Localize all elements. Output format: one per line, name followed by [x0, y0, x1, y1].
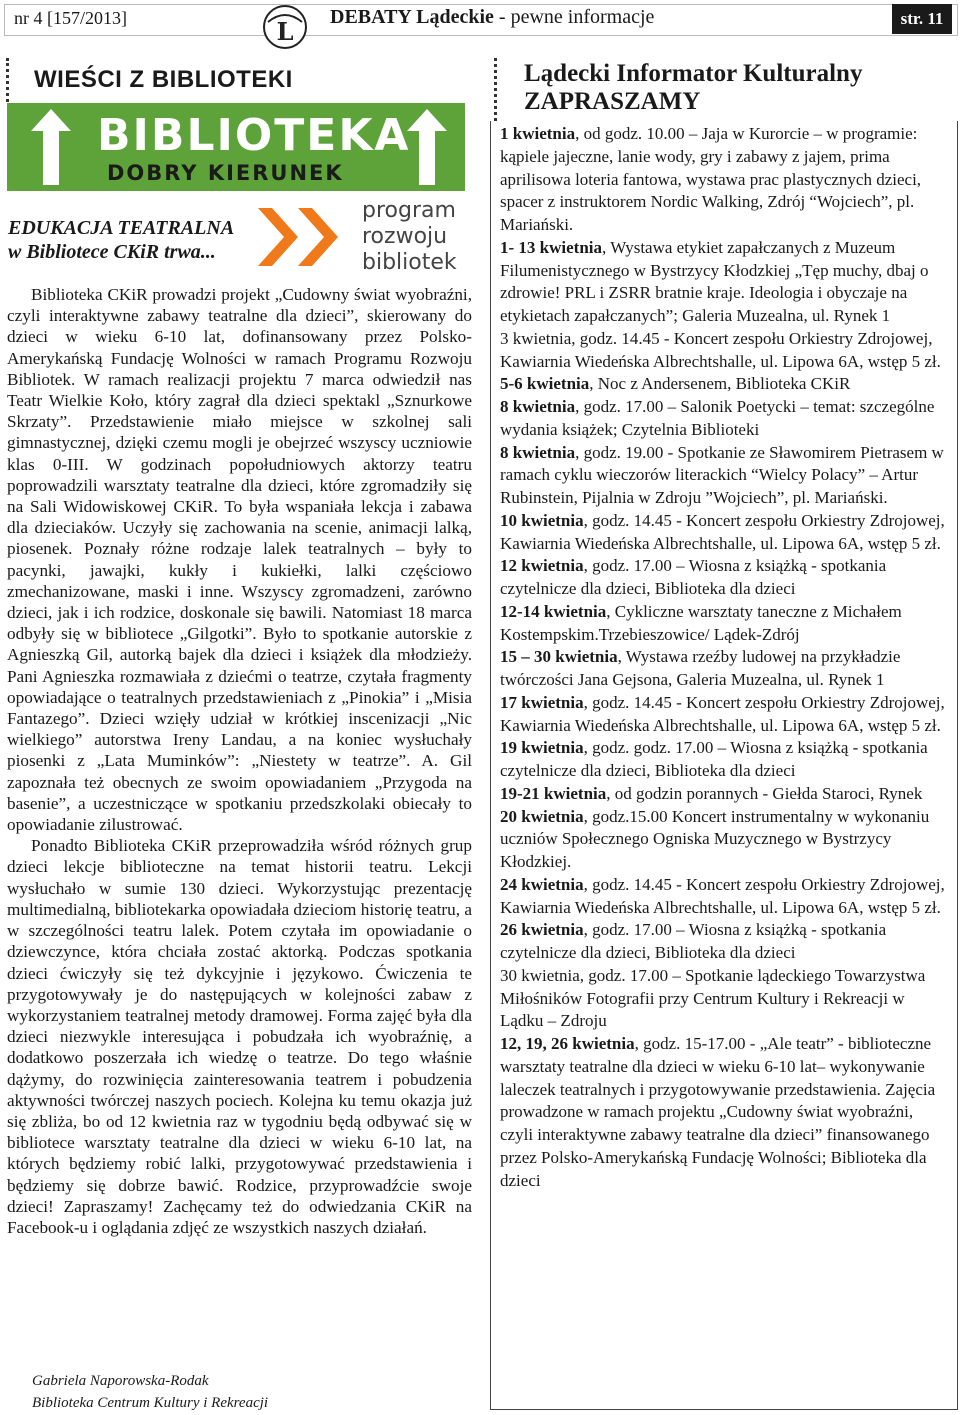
event-description: , godz. godz. 17.00 – Wiosna z książką - spotkania czytelnicze dla dzieci, Biblioteka dla dzieci [500, 738, 928, 780]
edu-heading [8, 216, 234, 264]
article-paragraph: Biblioteka CKiR prowadzi projekt „Cudowny świat wyobraźni, czyli interaktywne zabawy teatralne dla dzieci”, skierowany do dzieci w wieku 6-10 lat, dofinansowany przez Polsko-Amerykańską Fundację Wolności w ramach Programu Rozwoju Bibliotek. W ramach realizacji projektu 7 marca odwiedził nas Teatr Wielkie Koło, który zagrał dla dzieci spektakl „Sznurkowe Skrzaty”. Przedstawienie miało miejsce w szkolnej sali gimnastycznej, dzięki czemu mogli je obejrzeć wszyscy uczniowie klas 0-III. W godzinach popołudniowych aktorzy teatru poprowadzili warsztaty teatralne dla dzieci, które zgromadziły się na Sali Widowiskowej CKiR. To była wspaniała lekcja i zabawa dla dzieciaków. Uczyły się zachowania na scenie, animacji lalką, piosenek. Poznały różne rodzaje lalek teatralnych – były to pacynki, jawajki, kukły i kukiełki, lalki częściowo zmechanizowane, maski i inne. Wszyscy zgromadzeni, zarówno dzieci, jak i ich rodzice, doskonale się bawili. Natomiast 18 marca odbyły się w bibliotece „Gilgotki”. Było to spotkanie autorskie z Agnieszką Gil, autorką bajek dla dzieci i książek dla młodzieży. Pani Agnieszka rozmawiała z dziećmi o teatrze, czytała fragmenty opowiadające o teatralnych przedstawieniach z „Pinokia” i „Misia Fantazego”. Dzieci wzięły udział w krótkiej inscenizacji „Nic wielkiego” autorstwa Ireny Landau, a na koniec wysłuchały piosenki z „Lata Muminków”: „Niestety w teatrze”. A. Gil zapoznała też obecnych ze swoim opowiadaniem „Przygoda na basenie”, a uczestniczące w spotkaniu przedszkolaki obiecały to opowiadanie zilustrować. [7, 285, 472, 835]
event-date: 12 kwietnia [500, 556, 584, 576]
event-description: , godz.15.00 Koncert instrumentalny w wykonaniu uczniów Społecznego Ogniska Muzycznego w Bystrzycy Kłodzkiej. [500, 806, 930, 871]
event-item [500, 123, 950, 237]
svg-text:L: L [276, 17, 294, 46]
program-chevrons-icon [258, 204, 348, 270]
author-name: Gabriela Naporowska-Rodak [32, 1373, 209, 1389]
header-title [330, 6, 654, 29]
program-line: bibliotek [362, 250, 457, 275]
newspaper-logo-icon [262, 4, 308, 50]
event-description: 3 kwietnia, godz. 14.45 - Koncert zespołu Orkiestry Zdrojowej, Kawiarnia Wiedeńska Albrechtshalle, ul. Lipowa 6A, wstęp 5 zł. [500, 328, 941, 371]
banner-title: BIBLIOTEKA [97, 110, 411, 161]
event-description: , od godzin porannych - Giełda Staroci, Rynek [606, 783, 923, 803]
event-description: , Wystawa rzeźby ludowej na przykładzie twórczości Jana Gejsona, Galeria Muzealna, ul. Rynek 1 [500, 647, 901, 689]
event-date: 8 kwietnia [500, 442, 576, 462]
author-organization: Biblioteka Centrum Kultury i Rekreacji [32, 1395, 269, 1411]
informator-subtitle: ZAPRASZAMY [524, 88, 701, 115]
event-item [500, 692, 950, 738]
article-author [32, 1370, 268, 1414]
event-item [500, 601, 950, 647]
heading-stripe [6, 58, 17, 102]
right-section-heading [488, 58, 958, 121]
up-arrow-icon [31, 109, 71, 185]
event-description: 30 kwietnia, godz. 17.00 – Spotkanie lądeckiego Towarzystwa Miłośników Fotografii przy Centrum Kultury i Rekreacji w Lądku – Zdroju [500, 965, 926, 1031]
event-date: 1 kwietnia [500, 124, 576, 143]
event-date: 15 – 30 kwietnia [500, 647, 618, 667]
event-item [500, 919, 950, 965]
edu-heading-line2: w Bibliotece CKiR trwa... [8, 241, 216, 263]
page-header [0, 0, 960, 46]
event-date: 17 kwietnia [500, 692, 584, 712]
program-line: rozwoju [362, 224, 448, 249]
informator-title: Lądecki Informator Kulturalny [524, 60, 863, 87]
event-item [500, 510, 950, 556]
event-date: 24 kwietnia [500, 874, 584, 894]
event-item [500, 396, 950, 442]
event-description: , godz. 14.45 - Koncert zespołu Orkiestry Zdrojowej, Kawiarnia Wiedeńska Albrechtshalle, ul. Lipowa 6A, wstęp 5 zł. [500, 510, 945, 553]
heading-stripe [494, 58, 505, 121]
event-description: , Cykliczne warsztaty taneczne z Michałem Kostempskim.Trzebieszowice/ Lądek-Zdrój [500, 601, 902, 644]
event-description: , godz. 14.45 - Koncert zespołu Orkiestry Zdrojowej, Kawiarnia Wiedeńska Albrechtshalle, ul. Lipowa 6A, wstęp 5 zł. [500, 874, 945, 917]
event-description: , godz. 17.00 – Wiosna z książką - spotkania czytelnicze dla dzieci, Biblioteka dla dzieci [500, 920, 887, 962]
event-item [500, 737, 950, 783]
event-item [500, 806, 950, 874]
event-date: 5-6 kwietnia [500, 374, 590, 394]
event-item [500, 442, 950, 510]
issue-number: nr 4 [157/2013] [14, 8, 127, 28]
event-item [500, 646, 950, 692]
event-date: 1- 13 kwietnia [500, 237, 602, 257]
page-number-badge: str. 11 [892, 4, 952, 34]
event-description: , Wystawa etykiet zapałczanych z Muzeum Filumenistycznego w Bystrzycy Kłodzkiej „Tęp muchy, dbaj o zdrowie! PRL i ZSRR bratnie kraje. Ideologia i obyczaje na etykietach zapałczanych”; Galeria Muzealna, ul. Rynek 1 [500, 237, 929, 325]
banner-subtitle: DOBRY KIERUNEK [107, 161, 344, 185]
event-date: 12-14 kwietnia [500, 601, 607, 621]
event-description: , godz. 19.00 - Spotkanie ze Sławomirem Pietrasem w ramach cyklu wieczorów literackich “Wielcy Polacy” – Artur Rubinstein, Pijalnia w Zdroju ”Wojciech”, pl. Mariański. [500, 442, 944, 507]
biblioteka-banner [7, 103, 465, 191]
event-item [500, 237, 950, 328]
article-body [7, 284, 472, 1238]
event-item [500, 965, 950, 1033]
header-title-rest: - pewne informacje [493, 6, 655, 28]
event-date: 26 kwietnia [500, 920, 584, 940]
event-item [500, 1033, 950, 1192]
event-item [500, 783, 950, 806]
left-section-title: WIEŚCI Z BIBLIOTEKI [34, 66, 293, 93]
event-description: , godz. 14.45 - Koncert zespołu Orkiestry Zdrojowej, Kawiarnia Wiedeńska Albrechtshalle, ul. Lipowa 6A, wstęp 5 zł. [500, 692, 945, 735]
event-description: , Noc z Andersenem, Biblioteka CKiR [589, 374, 851, 394]
article-paragraph: Ponadto Biblioteka CKiR przeprowadziła wśród różnych grup dzieci lekcje biblioteczne na temat historii teatru. Lekcji wysłuchało w sumie 130 dzieci. Wykorzystując prezentację multimedialną, bibliotekarka opowiadała dzieciom historię teatru, a w szczególności teatru lalek. Potem czytała im opowiadanie o dziewczynce, która chciała zostać aktorką. Podczas spotkania dzieci ćwiczyły się też dykcyjnie i językowo. Ćwiczenia te przygotowywały je do następujących w kolejności zabaw z wykorzystaniem teatralnej metody dramowej. Forma zajęć była dla dzieci niezwykle interesująca i pobudzała ich wyobraźnię, a dodatkowo poszerzała ich wiedzę o teatrze. Do tego właśnie dążymy, do rozwinięcia zainteresowania teatrem i pobudzenia aktywności twórczej naszych pociech. Kolejna ku temu okazja już się zbliża, bo od 12 kwietnia raz w tygodniu będą odbywać się w bibliotece warsztaty teatralne dla dzieci w wieku 6-10 lat, na których będziemy robić lalki, przygotowywać przedstawienia i będziemy się dobrze bawić. Rodzice, przyprowadźcie swoje dzieci! Zapraszamy! Zachęcamy też do odwiedzania CKiR na Facebook-u i oglądania zdjęć ze wszystkich naszych działań. [7, 836, 472, 1237]
edu-heading-line1: EDUKACJA TEATRALNA [8, 217, 235, 239]
event-description: , godz. 15-17.00 - „Ale teatr” - biblioteczne warsztaty teatralne dla dzieci w wieku 6-10 lat– wykonywanie laleczek teatralnych i przygotowywanie przedstawienia. Zajęcia prowadzone w ramach projektu „Cudowny świat wyobraźni, czyli interaktywne zabawy teatralne dla dzieci” finansowanego przez Polsko-Amerykańską Fundację Wolności; Biblioteka dla dzieci [500, 1034, 936, 1190]
event-description: , godz. 17.00 – Wiosna z książką - spotkania czytelnicze dla dzieci, Biblioteka dla dzieci [500, 556, 887, 598]
header-title-bold: DEBATY Lądeckie [330, 6, 494, 28]
up-arrow-icon [407, 109, 447, 185]
events-list [500, 123, 950, 1192]
event-item [500, 328, 950, 374]
event-date: 12, 19, 26 kwietnia [500, 1034, 635, 1053]
program-rozwoju-logo [362, 198, 457, 276]
event-description: , od godz. 10.00 – Jaja w Kurorcie – w programie: kąpiele jajeczne, lanie wody, gry i zabawy z jajem, prima aprilisowa loteria fantowa, wystawa prac plastycznych dzieci, spacer z instruktorem Nordic Walking, Zdrój “Wojciech”, pl. Mariański. [500, 124, 922, 234]
event-date: 20 kwietnia [500, 806, 584, 826]
program-line: program [362, 198, 456, 223]
event-item [500, 874, 950, 920]
event-date: 8 kwietnia [500, 397, 576, 416]
event-date: 19 kwietnia [500, 738, 584, 758]
left-section-heading [6, 58, 465, 102]
event-description: , godz. 17.00 – Salonik Poetycki – temat: szczególne wydania książek; Czytelnia Biblioteki [500, 397, 935, 439]
event-item [500, 373, 950, 396]
event-item [500, 555, 950, 601]
event-date: 10 kwietnia [500, 510, 584, 530]
event-date: 19-21 kwietnia [500, 783, 607, 803]
